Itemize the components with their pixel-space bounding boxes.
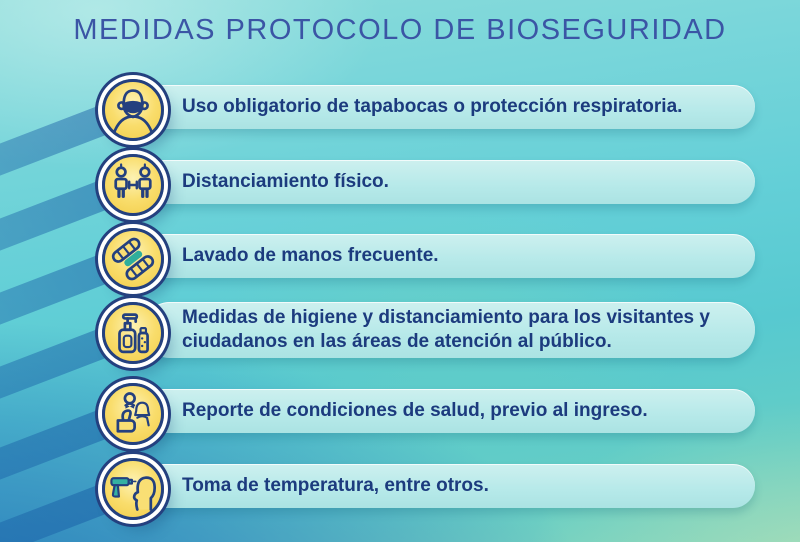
measure-bar <box>142 302 755 358</box>
measure-row-distancing <box>0 160 800 204</box>
measure-bar <box>142 234 755 278</box>
hand-washing-icon <box>106 232 160 286</box>
measure-row-healthreport <box>0 389 800 433</box>
measure-bar <box>142 85 755 129</box>
measure-icon-badge <box>102 154 164 216</box>
physical-distancing-icon <box>106 158 160 212</box>
measure-text: Medidas de higiene y distanciamiento para los visitantes y ciudadanos en las áreas de atención al público. <box>182 306 710 352</box>
measure-bar <box>142 160 755 204</box>
measure-bar <box>142 464 755 508</box>
measure-icon-badge <box>102 458 164 520</box>
page-title: MEDIDAS PROTOCOLO DE BIOSEGURIDAD <box>73 14 727 46</box>
measure-row-hygiene <box>0 302 800 358</box>
measure-icon-badge <box>102 302 164 364</box>
measure-icon-badge <box>102 79 164 141</box>
measure-icon-badge <box>102 228 164 290</box>
measure-row-temperature <box>0 464 800 508</box>
measure-text: Distanciamiento físico. <box>182 170 389 192</box>
face-mask-icon <box>106 83 160 137</box>
measure-text: Uso obligatorio de tapabocas o protección respiratoria. <box>182 95 683 117</box>
health-report-icon <box>106 387 160 441</box>
measure-row-mask <box>0 85 800 129</box>
measure-text: Lavado de manos frecuente. <box>182 244 439 266</box>
measure-text: Reporte de condiciones de salud, previo al ingreso. <box>182 399 648 421</box>
measure-row-handwashing <box>0 234 800 278</box>
measure-bar <box>142 389 755 433</box>
measure-icon-badge <box>102 383 164 445</box>
temperature-check-icon <box>106 462 160 516</box>
hygiene-supplies-icon <box>106 306 160 360</box>
measure-text: Toma de temperatura, entre otros. <box>182 474 489 496</box>
